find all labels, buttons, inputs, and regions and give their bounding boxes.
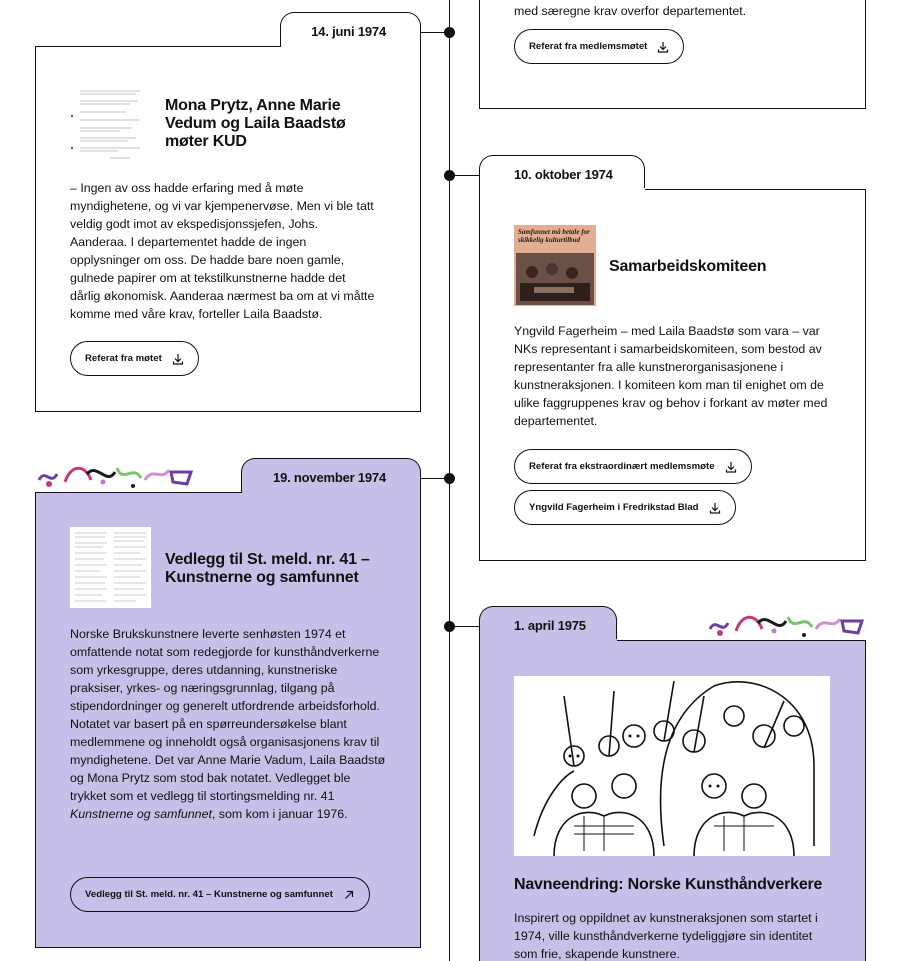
card-body: Yngvild Fagerheim – med Laila Baadstø som vara – var NKs representant i samarbeidskomiteen, som bestod av representanter fra alle kunstnerorganisasjonene i kunstneraksjonen. I komiteen kom man til enighet om de ulike faggruppenes krav og behov i forkant av møter med departementet. xyxy=(514,324,828,428)
decorative-doodle xyxy=(37,460,193,490)
card-stmeld-41 xyxy=(35,492,421,948)
referat-ekstraordinaert-button[interactable] xyxy=(514,449,752,484)
date-label: 14. juni 1974 xyxy=(311,24,386,39)
referat-motet-button[interactable] xyxy=(70,341,199,376)
decorative-doodle xyxy=(708,609,864,639)
timeline-dot xyxy=(444,170,455,181)
button-label: Referat fra ekstraordinært medlemsmøte xyxy=(529,461,715,472)
download-icon xyxy=(172,353,184,365)
document-thumbnail xyxy=(70,83,151,164)
timeline-dot xyxy=(444,473,455,484)
timeline-dot xyxy=(444,27,455,38)
external-link-icon xyxy=(343,889,355,901)
card-body: – Ingen av oss hadde erfaring med å møte myndighetene, og vi var kjempenervøse. Men vi ble tatt veldig godt imot av ekspedisjonssjefen, Johs. Aanderaa. I departementet hadde de ingen opplysninger om oss. De hadde bare noen gamle, gulnede papirer om at tekstilkunstnerne hadde det dårlig økonomisk. Aanderaa nærmest ba om at vi måtte komme med våre krav, forteller Laila Baadstø. xyxy=(70,181,375,321)
button-label: Vedlegg til St. meld. nr. 41 – Kunstnerne og samfunnet xyxy=(85,889,333,900)
fredrikstad-blad-button[interactable] xyxy=(514,490,736,525)
card-body: Norske Brukskunstnere leverte senhøsten 1974 et omfattende notat som redegjorde for kunsthåndverkerne som yrkesgruppe, deres utdanning, kunstneriske praksiser, yrkes- og næringsgrunnlag, tilgang på stipendordninger og generelt utfordrende arbeidsforhold. Notatet var basert på en spørreundersøkelse blant medlemmene og inneholdt også organisasjonens krav til myndighetene. Det var Anne Marie Vadum, Laila Baadstø og Mona Prytz som stod bak notatet. Vedlegget ble trykket som et vedlegg til stortingsmelding nr. 41 Kunstnerne og samfunnet, som kom i januar 1976. xyxy=(70,627,386,821)
referat-medlemsmote-button[interactable] xyxy=(514,29,684,64)
card-title: Mona Prytz, Anne Marie Vedum og Laila Baadstø møter KUD xyxy=(165,97,346,150)
button-label: Yngvild Fagerheim i Fredrikstad Blad xyxy=(529,502,699,513)
card-navneendring xyxy=(479,640,866,961)
download-icon xyxy=(725,461,737,473)
card-medlemsmote xyxy=(479,0,866,109)
card-title: Navneendring: Norske Kunsthåndverkere xyxy=(514,876,823,893)
download-icon xyxy=(657,41,669,53)
card-body: Inspirert og oppildnet av kunstneraksjonen som startet i 1974, ville kunsthåndverkerne tydeliggjøre sin identitet som frie, skapende kunstnere. xyxy=(514,911,818,961)
date-label: 10. oktober 1974 xyxy=(514,167,613,182)
timeline-dot xyxy=(444,621,455,632)
card-kud-meeting xyxy=(35,46,421,412)
button-label: Referat fra møtet xyxy=(85,353,162,364)
card-text-tail: med særegne krav overfor departementet. xyxy=(514,4,747,18)
clipping-headline: Samfunnet må betale for skikkelig kulturtilbud xyxy=(518,228,590,244)
card-title: Vedlegg til St. meld. nr. 41 – Kunstnerne og samfunnet xyxy=(165,551,370,586)
download-icon xyxy=(709,502,721,514)
document-thumbnail xyxy=(70,527,151,608)
date-tab xyxy=(280,12,421,47)
card-samarbeidskomiteen xyxy=(479,189,866,561)
card-title: Samarbeidskomiteen xyxy=(609,258,767,275)
illustration-crowd-image xyxy=(514,676,830,856)
date-tab xyxy=(241,458,421,493)
newspaper-clipping-image xyxy=(514,225,596,306)
vedlegg-stmeld-button[interactable] xyxy=(70,877,370,912)
date-label: 1. april 1975 xyxy=(514,618,586,633)
date-tab xyxy=(479,606,617,641)
button-label: Referat fra medlemsmøtet xyxy=(529,41,648,52)
date-label: 19. november 1974 xyxy=(273,470,386,485)
date-tab xyxy=(479,155,645,190)
